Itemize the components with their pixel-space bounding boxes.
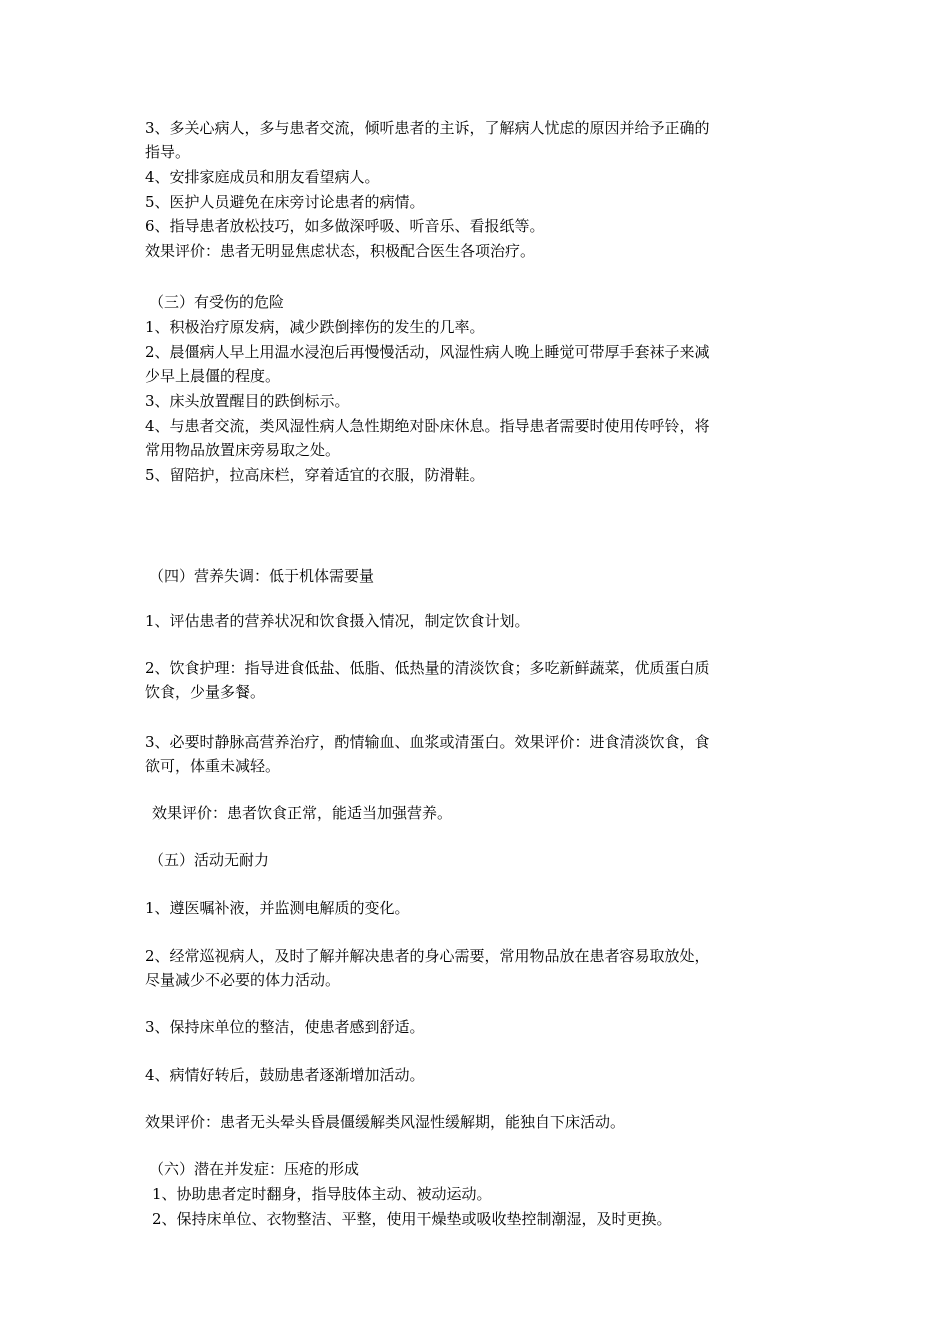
text-line: 1、协助患者定时翻身，指导肢体主动、被动运动。 xyxy=(152,1185,492,1203)
text-line: 效果评价：患者无头晕头昏晨僵缓解类风湿性缓解期，能独自下床活动。 xyxy=(145,1113,626,1131)
text-line: 3、必要时静脉高营养治疗，酌情输血、血浆或清蛋白。效果评价：进食清淡饮食，食 xyxy=(145,733,710,751)
text-line: 2、饮食护理：指导进食低盐、低脂、低热量的清淡饮食；多吃新鲜蔬菜，优质蛋白质 xyxy=(145,659,710,677)
text-line: 3、多关心病人，多与患者交流，倾听患者的主诉，了解病人忧虑的原因并给予正确的 xyxy=(145,119,710,137)
text-line: 5、留陪护，拉高床栏，穿着适宜的衣服，防滑鞋。 xyxy=(145,466,485,484)
text-line: 4、病情好转后，鼓励患者逐渐增加活动。 xyxy=(145,1066,425,1084)
text-line: 2、晨僵病人早上用温水浸泡后再慢慢活动，风湿性病人晚上睡觉可带厚手套袜子来减 xyxy=(145,343,710,361)
text-line: 4、安排家庭成员和朋友看望病人。 xyxy=(145,168,380,186)
text-line: 2、经常巡视病人，及时了解并解决患者的身心需要，常用物品放在患者容易取放处， xyxy=(145,947,710,965)
section-heading: （四）营养失调：低于机体需要量 xyxy=(149,567,375,585)
text-line: 少早上晨僵的程度。 xyxy=(145,367,281,385)
text-line: 6、指导患者放松技巧，如多做深呼吸、听音乐、看报纸等。 xyxy=(145,217,545,235)
text-line: 效果评价：患者饮食正常，能适当加强营养。 xyxy=(152,804,453,822)
text-line: 4、与患者交流，类风湿性病人急性期绝对卧床休息。指导患者需要时使用传呼铃，将 xyxy=(145,417,710,435)
text-line: 指导。 xyxy=(145,143,191,161)
text-line: 3、床头放置醒目的跌倒标示。 xyxy=(145,392,350,410)
text-line: 3、保持床单位的整洁，使患者感到舒适。 xyxy=(145,1018,425,1036)
text-line: 常用物品放置床旁易取之处。 xyxy=(145,441,341,459)
text-line: 饮食，少量多餐。 xyxy=(145,683,266,701)
text-line: 1、积极治疗原发病，减少跌倒摔伤的发生的几率。 xyxy=(145,318,485,336)
text-line: 1、遵医嘱补液，并监测电解质的变化。 xyxy=(145,899,410,917)
text-line: 1、评估患者的营养状况和饮食摄入情况，制定饮食计划。 xyxy=(145,612,530,630)
text-line: 5、医护人员避免在床旁讨论患者的病情。 xyxy=(145,193,425,211)
section-heading: （六）潜在并发症：压疮的形成 xyxy=(149,1160,360,1178)
text-line: 尽量减少不必要的体力活动。 xyxy=(145,971,341,989)
section-heading: （三）有受伤的危险 xyxy=(149,293,285,311)
section-heading: （五）活动无耐力 xyxy=(149,851,270,869)
text-line: 效果评价：患者无明显焦虑状态，积极配合医生各项治疗。 xyxy=(145,242,536,260)
text-line: 2、保持床单位、衣物整洁、平整，使用干燥垫或吸收垫控制潮湿，及时更换。 xyxy=(152,1210,672,1228)
text-line: 欲可，体重未减轻。 xyxy=(145,757,281,775)
